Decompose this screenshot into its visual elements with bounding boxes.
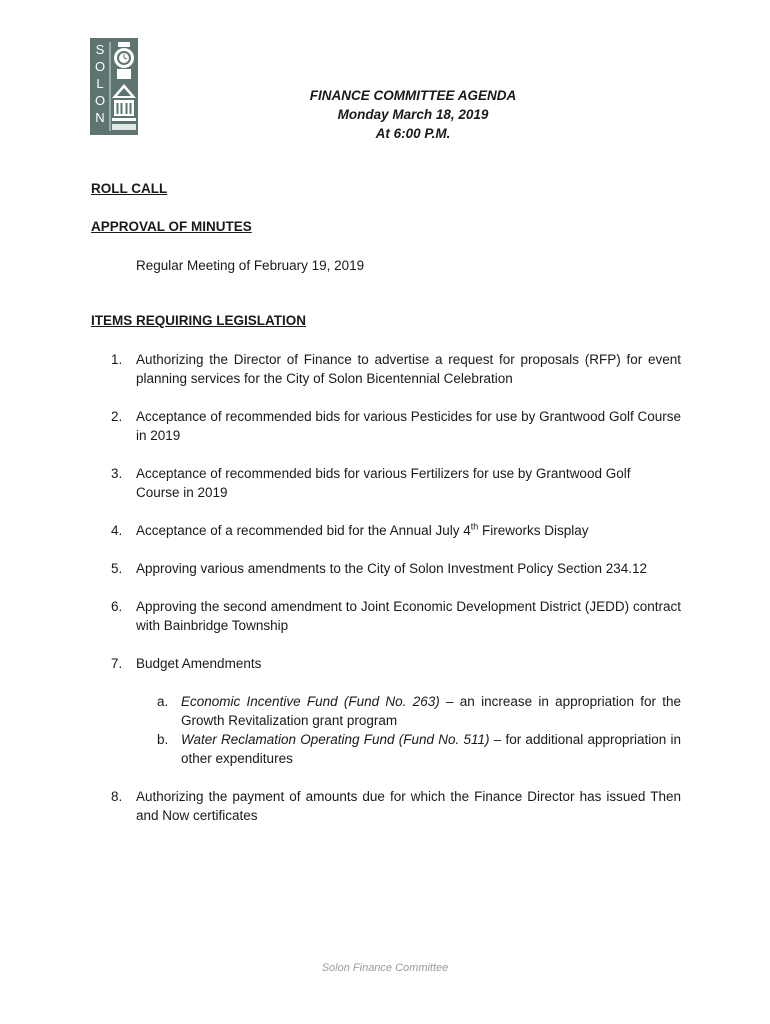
sub-item-letter: a. (157, 694, 169, 709)
minutes-entry: Regular Meeting of February 19, 2019 (136, 258, 365, 273)
sub-item-text (181, 730, 681, 768)
item-number: 5. (111, 561, 123, 576)
approval-of-minutes-heading: APPROVAL OF MINUTES (91, 219, 252, 234)
item-text: Authorizing the payment of amounts due for which the Finance Director has issued Then and Now certificates (136, 789, 681, 823)
items-requiring-legislation-heading: ITEMS REQUIRING LEGISLATION (91, 313, 307, 328)
item-number: 8. (111, 789, 123, 804)
sub-item-description: – an increase in appropriation for the Growth Revitalization grant program (181, 694, 682, 728)
logo-letter: N (95, 110, 105, 125)
item-text: Acceptance of recommended bids for various Pesticides for use by Grantwood Golf Course in 2019 (136, 409, 681, 443)
sub-item-text (181, 692, 681, 730)
title-line-1: FINANCE COMMITTEE AGENDA (309, 88, 517, 103)
item-text: Approving the second amendment to Joint Economic Development District (JEDD) contract with Bainbridge Township (136, 599, 681, 633)
fund-name: Water Reclamation Operating Fund (Fund No. 511) (181, 732, 490, 747)
item-text-part: Acceptance of a recommended bid for the Annual July 4 (136, 523, 471, 538)
agenda-item (111, 350, 681, 388)
solon-logo (90, 38, 138, 135)
item-text: Authorizing the Director of Finance to advertise a request for proposals (RFP) for event planning services for the City of Solon Bicentennial Celebration (136, 352, 681, 386)
item-number: 7. (111, 656, 123, 671)
agenda-item (111, 787, 681, 825)
solon-logo-graphic (90, 38, 138, 135)
item-text-part: Fireworks Display (478, 523, 589, 538)
sub-item-letter: b. (157, 732, 169, 747)
item-number: 2. (111, 409, 123, 424)
item-text: Approving various amendments to the City of Solon Investment Policy Section 234.12 (136, 561, 648, 576)
agenda-item (111, 521, 681, 540)
item-text: Budget Amendments (136, 656, 262, 671)
sub-item-description: – for additional appropriation in other expenditures (181, 732, 681, 766)
item-number: 4. (111, 523, 123, 538)
budget-sub-item (157, 692, 681, 730)
item-number: 3. (111, 466, 123, 481)
agenda-item (111, 597, 681, 635)
page-footer: Solon Finance Committee (321, 962, 449, 974)
logo-letter: O (94, 59, 106, 74)
logo-letter: L (96, 76, 104, 91)
logo-letter: S (95, 42, 105, 57)
item-number: 6. (111, 599, 123, 614)
fund-name: Economic Incentive Fund (Fund No. 263) (181, 694, 440, 709)
agenda-item (111, 464, 681, 502)
title-line-3: At 6:00 P.M. (375, 126, 451, 141)
item-text: Acceptance of recommended bids for various Fertilizers for use by Grantwood Golf Course in 2019 (136, 466, 631, 500)
title-line-2: Monday March 18, 2019 (337, 107, 489, 122)
logo-letter: O (94, 93, 106, 108)
agenda-item (111, 407, 681, 445)
item-number: 1. (111, 352, 123, 367)
agenda-title (200, 86, 626, 143)
agenda-item (111, 654, 681, 673)
budget-sub-item (157, 730, 681, 768)
agenda-item (111, 559, 681, 578)
superscript-th: th (470, 521, 479, 532)
item-text (136, 521, 681, 540)
roll-call-heading: ROLL CALL (91, 181, 168, 196)
